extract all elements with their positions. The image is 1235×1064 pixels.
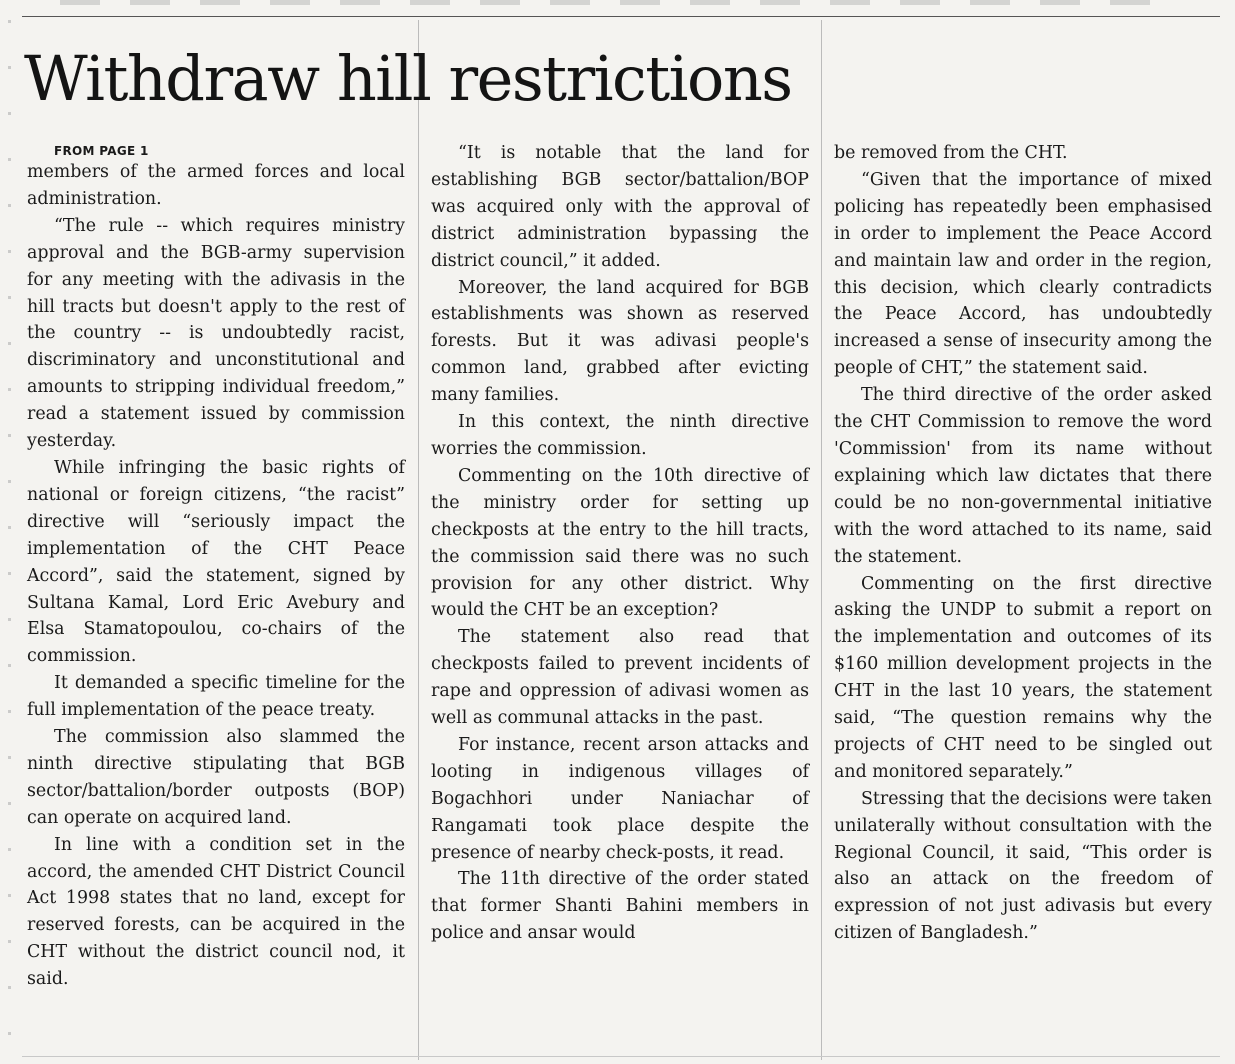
column-divider: [821, 20, 822, 1060]
column-divider: [418, 20, 419, 1060]
article-paragraph: The 11th directive of the order stated that former Shanti Bahini members in police and ansar would: [431, 869, 809, 944]
article-column-3: [834, 140, 1212, 947]
article-column-2: [431, 140, 809, 947]
article-paragraph: “The rule -- which requires ministry approval and the BGB-army supervision for any meeting with the adivasis in the hill tracts but doesn't apply to the rest of the country -- is undoubtedly racist, discriminatory and unconstitutional and amounts to stripping individual freedom,” read a statement issued by commission yesterday.: [27, 215, 405, 452]
article-paragraph: The statement also read that checkposts failed to prevent incidents of rape and oppression of adivasi women as well as communal attacks in the past.: [431, 627, 809, 729]
article-paragraph: The commission also slammed the ninth directive stipulating that BGB sector/battalion/border outposts (BOP) can operate on acquired land.: [27, 727, 405, 828]
left-page-edge: [8, 20, 11, 1050]
article-paragraph: Commenting on the first directive asking the UNDP to submit a report on the implementation and outcomes of its $160 million development projects in the CHT in the last 10 years, the statement said, “The question remains why the projects of CHT need to be singled out and monitored separately.”: [834, 573, 1212, 782]
article-paragraph: While infringing the basic rights of national or foreign citizens, “the racist” directive will “seriously impact the implementation of the CHT Peace Accord”, said the statement, signed by Sultana Kamal, Lord Eric Avebury and Elsa Stamatopoulou, co-chairs of the commission.: [27, 457, 405, 667]
article-paragraph: The third directive of the order asked the CHT Commission to remove the word 'Commission' from its name without explaining which law dictates that there could be no non-governmental initiative with the word attached to its name, said the statement.: [834, 385, 1212, 567]
article-paragraph: Stressing that the decisions were taken unilaterally without consultation with the Regional Council, it said, “This order is also an attack on the freedom of expression of not just adivasis but every citizen of Bangladesh.”: [834, 788, 1212, 944]
article-paragraph: “Given that the importance of mixed policing has repeatedly been emphasised in order to implement the Peace Accord and maintain law and order in the region, this decision, which clearly contradicts the Peace Accord, has undoubtedly increased a sense of insecurity among the people of CHT,” the statement said.: [834, 169, 1212, 379]
article-column-1: [27, 143, 405, 993]
article-paragraph: It demanded a specific timeline for the full implementation of the peace treaty.: [27, 673, 405, 721]
bottom-rule: [22, 1056, 1220, 1057]
article-paragraph: Commenting on the 10th directive of the ministry order for setting up checkposts at the entry to the hill tracts, the commission said there was no such provision for any other district. Why would the CHT be an exception?: [431, 465, 809, 621]
article-paragraph: Moreover, the land acquired for BGB establishments was shown as reserved forests. But it was adivasi people's common land, grabbed after evicting many families.: [431, 277, 809, 406]
article-paragraph: “It is notable that the land for establishing BGB sector/battalion/BOP was acquired only with the approval of district administration bypassing the district council,” it added.: [431, 143, 809, 271]
article-paragraph: In line with a condition set in the accord, the amended CHT District Council Act 1998 states that no land, except for reserved forests, can be acquired in the CHT without the district council nod, it said.: [27, 834, 405, 990]
headline: Withdraw hill restrictions: [24, 42, 792, 115]
article-paragraph: be removed from the CHT.: [834, 143, 1068, 163]
article-paragraph: In this context, the ninth directive worries the commission.: [431, 412, 809, 459]
page-top-strip: [60, 0, 1160, 5]
article-paragraph: For instance, recent arson attacks and looting in indigenous villages of Bogachhori under Naniachar of Rangamati took place despite the presence of nearby check-posts, it read.: [431, 734, 809, 863]
top-rule: [22, 16, 1220, 17]
article-paragraph: members of the armed forces and local administration.: [27, 162, 405, 209]
jump-label: FROM PAGE 1: [54, 144, 149, 158]
